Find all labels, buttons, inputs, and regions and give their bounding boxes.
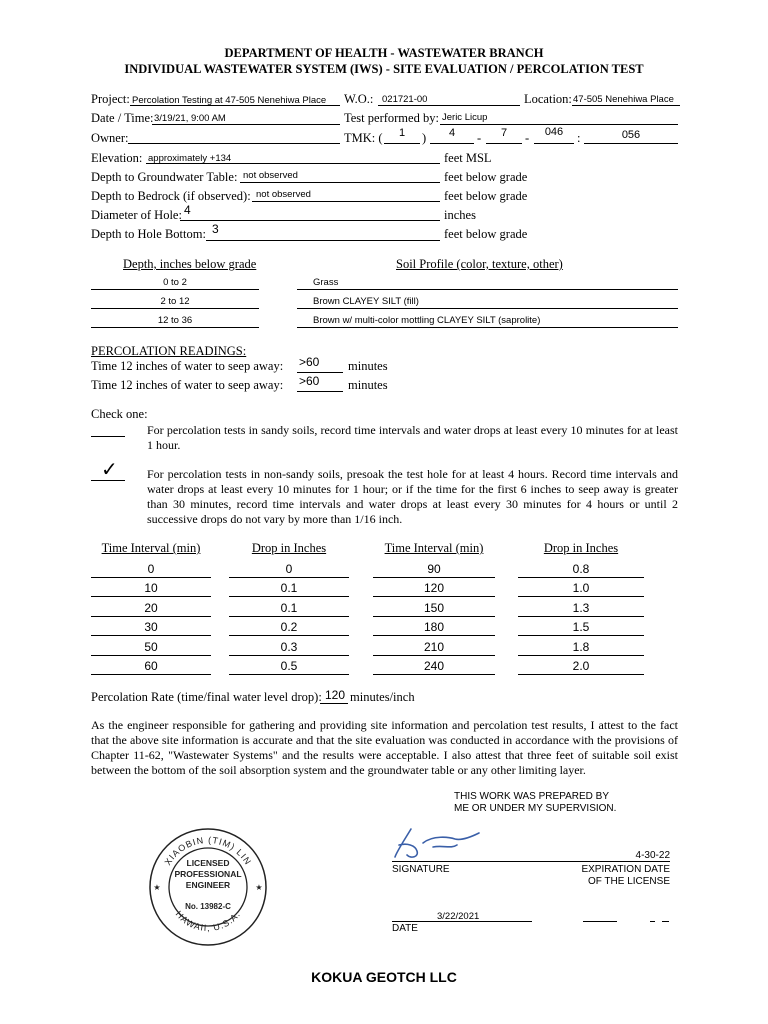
drops-left-time-underline xyxy=(91,655,211,656)
signature-label: SIGNATURE xyxy=(392,864,450,875)
bedrock-underline xyxy=(252,201,440,202)
drops-right-drop-underline xyxy=(518,635,644,636)
drops-left-drop-underline xyxy=(229,596,349,597)
tmk-parcel: 056 xyxy=(621,129,641,141)
tmk-island-underline xyxy=(384,143,420,144)
tmk-dash-2: - xyxy=(525,131,530,145)
bottom-label: Depth to Hole Bottom: xyxy=(91,227,206,241)
datetime-underline xyxy=(152,124,340,125)
header-title-1: DEPARTMENT OF HEALTH - WASTEWATER BRANCH xyxy=(224,46,544,60)
expiration-label-2: OF THE LICENSE xyxy=(587,876,670,887)
date-line-4 xyxy=(662,921,669,922)
supervision-line-2: ME OR UNDER MY SUPERVISION. xyxy=(454,803,617,814)
drops-right-time-underline xyxy=(373,674,495,675)
bedrock-value: not observed xyxy=(256,189,311,200)
expiration-date: 4-30-22 xyxy=(635,850,670,861)
wo-value: 021721-00 xyxy=(382,94,428,105)
drops-left-drop-cell: 0.1 xyxy=(280,581,298,596)
rate-underline xyxy=(320,703,348,704)
date-line-1 xyxy=(392,921,532,922)
tmk-island: 1 xyxy=(398,127,406,139)
project-underline xyxy=(130,105,340,106)
drops-left-time-underline xyxy=(91,577,211,578)
expiration-label-1: EXPIRATION DATE xyxy=(581,864,670,875)
non-sandy-soil-instruction: For percolation tests in non-sandy soils, presoak the test hole for at least 4 hours. Record time intervals and water drops at least every 10 minutes for 1 hour; or if the time for the first 6 inches to seep away is greater than 30 minutes, record time intervals and water drops at least every 30 minutes for 4 hours or until 2 successive drops do not vary by more than 1/16 inch. xyxy=(147,467,678,526)
bottom-unit: feet below grade xyxy=(444,227,528,241)
drops-right-drop-cell: 1.5 xyxy=(572,620,590,635)
groundwater-label: Depth to Groundwater Table: xyxy=(91,170,238,184)
drops-right-time-cell: 120 xyxy=(423,581,445,596)
reading-1-label: Time 12 inches of water to seep away: xyxy=(91,359,284,373)
bottom-value: 3 xyxy=(212,222,219,236)
company-footer: KOKUA GEOTCH LLC xyxy=(311,969,457,985)
drops-right-time-cell: 240 xyxy=(423,659,445,673)
reading-1-unit: minutes xyxy=(348,359,388,373)
drops-left-drop-cell: 0.2 xyxy=(280,620,298,635)
groundwater-value: not observed xyxy=(243,170,298,181)
checkmark-icon: ✓ xyxy=(101,457,118,481)
soil-row-2-profile-line xyxy=(297,308,678,309)
tmk-parcel-underline xyxy=(584,143,678,144)
location-underline xyxy=(572,105,680,106)
tmk-section: 7 xyxy=(500,127,508,139)
drops-right-time-underline xyxy=(373,596,495,597)
drops-right-drop-underline xyxy=(518,674,644,675)
drops-right-drop-underline xyxy=(518,616,644,617)
soil-row-3-profile-line xyxy=(297,327,678,328)
reading-1-underline xyxy=(297,372,343,373)
wo-label: W.O.: xyxy=(344,92,374,106)
drops-right-drop-cell: 1.3 xyxy=(572,600,590,615)
diameter-label: Diameter of Hole: xyxy=(91,208,182,222)
drops-right-time-underline xyxy=(373,635,495,636)
date-value: 3/22/2021 xyxy=(437,911,480,922)
elevation-underline xyxy=(146,163,440,164)
performed-underline xyxy=(440,124,678,125)
project-label: Project: xyxy=(91,92,130,106)
seal-line-2: PROFESSIONAL xyxy=(174,869,242,879)
soil-row-3-depth-line xyxy=(91,327,259,328)
seal-line-3: ENGINEER xyxy=(185,880,231,890)
seal-star-left-icon: ★ xyxy=(153,883,161,892)
diameter-unit: inches xyxy=(444,208,476,222)
soil-row-1-profile-line xyxy=(297,289,678,290)
drops-left-time-cell: 10 xyxy=(144,581,158,596)
drops-right-drop-cell: 0.8 xyxy=(572,562,590,576)
drops-left-time-underline xyxy=(91,616,211,617)
drops-left-drop-underline xyxy=(229,674,349,675)
tmk-close-paren: ) xyxy=(422,131,427,145)
rate-label: Percolation Rate (time/final water level drop): xyxy=(91,690,322,704)
percolation-title: PERCOLATION READINGS: xyxy=(91,344,247,358)
date-line-3 xyxy=(650,921,655,922)
date-label: DATE xyxy=(392,923,418,934)
attestation-paragraph: As the engineer responsible for gathering and providing site information and percolation test results, I attest to the fact that the above site information is accurate and that the site evaluation was conducted in accordance with the provisions of Chapter 11-62, "Wastewater Systems" and the results were acceptable. I also attest that three feet of suitable soil exist between the bottom of the soil absorption system and the groundwater table or any other limiting layer. xyxy=(91,718,678,777)
drops-right-time-underline xyxy=(373,616,495,617)
drops-left-time-cell: 0 xyxy=(147,562,155,576)
datetime-value: 3/19/21, 9:00 AM xyxy=(154,113,226,124)
reading-1-value: >60 xyxy=(299,355,320,369)
check-one-label: Check one: xyxy=(91,407,148,421)
tmk-zone-underline xyxy=(430,143,474,144)
drops-right-time-cell: 90 xyxy=(427,562,441,576)
engineer-seal xyxy=(146,825,270,949)
header-title-2: INDIVIDUAL WASTEWATER SYSTEM (IWS) - SITE EVALUATION / PERCOLATION TEST xyxy=(124,62,644,76)
tmk-label: TMK: ( xyxy=(344,131,383,145)
diameter-underline xyxy=(180,220,440,221)
drops-right-drop-header: Drop in Inches xyxy=(543,541,619,555)
elevation-label: Elevation: xyxy=(91,151,143,165)
drops-left-drop-header: Drop in Inches xyxy=(251,541,327,555)
drops-right-drop-cell: 1.0 xyxy=(572,581,590,596)
drops-right-drop-underline xyxy=(518,655,644,656)
soil-profile-2: Brown CLAYEY SILT (fill) xyxy=(313,296,419,307)
sandy-soil-instruction: For percolation tests in sandy soils, record time intervals and water drops at least every 10 minutes for at least 1 hour. xyxy=(147,423,678,452)
drops-right-time-underline xyxy=(373,577,495,578)
signature-scribble xyxy=(393,825,483,861)
drops-right-drop-cell: 2.0 xyxy=(572,659,590,673)
performed-value: Jeric Licup xyxy=(442,112,488,123)
drops-right-drop-cell: 1.8 xyxy=(572,639,590,654)
tmk-dash-1: - xyxy=(477,131,482,145)
signature-line xyxy=(392,861,670,862)
soil-profile-1: Grass xyxy=(313,277,339,288)
date-line-2 xyxy=(583,921,617,922)
groundwater-unit: feet below grade xyxy=(444,170,528,184)
diameter-value: 4 xyxy=(184,203,191,217)
drops-right-time-cell: 210 xyxy=(423,639,445,654)
reading-2-underline xyxy=(297,391,343,392)
groundwater-underline xyxy=(240,182,440,183)
supervision-line-1: THIS WORK WAS PREPARED BY xyxy=(454,791,610,802)
bottom-underline xyxy=(206,240,440,241)
drops-left-drop-cell: 0.5 xyxy=(280,659,298,673)
bedrock-label: Depth to Bedrock (if observed): xyxy=(91,189,251,203)
drops-left-drop-underline xyxy=(229,616,349,617)
drops-right-drop-underline xyxy=(518,577,644,578)
soil-depth-3: 12 to 36 xyxy=(157,315,193,326)
seal-name: XIAOBIN (TIM) LIN xyxy=(162,834,254,867)
drops-left-drop-underline xyxy=(229,577,349,578)
drops-left-time-cell: 60 xyxy=(144,659,158,673)
tmk-colon: : xyxy=(577,131,581,145)
drops-left-drop-underline xyxy=(229,635,349,636)
svg-text:HAWAII, U.S.A. xyxy=(174,909,243,933)
rate-unit: minutes/inch xyxy=(350,690,415,704)
soil-row-1-depth-line xyxy=(91,289,259,290)
project-value: Percolation Testing at 47-505 Nenehiwa Place xyxy=(132,95,327,106)
soil-depth-header: Depth, inches below grade xyxy=(123,257,257,271)
drops-right-drop-underline xyxy=(518,596,644,597)
reading-2-label: Time 12 inches of water to seep away: xyxy=(91,378,284,392)
drops-left-time-cell: 50 xyxy=(144,639,158,654)
drops-left-drop-underline xyxy=(229,655,349,656)
reading-2-unit: minutes xyxy=(348,378,388,392)
drops-left-drop-cell: 0 xyxy=(285,562,293,576)
performed-label: Test performed by: xyxy=(344,111,439,125)
sandy-checkbox-line[interactable] xyxy=(91,436,125,437)
soil-row-2-depth-line xyxy=(91,308,259,309)
soil-profile-header: Soil Profile (color, texture, other) xyxy=(396,257,563,271)
wo-underline xyxy=(378,105,520,106)
drops-left-time-cell: 20 xyxy=(144,600,158,615)
owner-underline xyxy=(128,143,340,144)
soil-profile-3: Brown w/ multi-color mottling CLAYEY SILT (saprolite) xyxy=(313,315,541,326)
datetime-label: Date / Time: xyxy=(91,111,154,125)
bedrock-unit: feet below grade xyxy=(444,189,528,203)
rate-value: 120 xyxy=(324,688,346,702)
seal-star-right-icon: ★ xyxy=(255,883,263,892)
seal-number: No. 13982-C xyxy=(185,902,231,911)
reading-2-value: >60 xyxy=(299,374,320,388)
tmk-plat: 046 xyxy=(544,126,564,138)
tmk-zone: 4 xyxy=(448,127,456,139)
drops-left-time-underline xyxy=(91,596,211,597)
drops-left-time-cell: 30 xyxy=(144,620,158,635)
drops-left-time-underline xyxy=(91,674,211,675)
drops-left-time-underline xyxy=(91,635,211,636)
drops-right-time-header: Time Interval (min) xyxy=(384,541,484,555)
location-value: 47-505 Nenehiwa Place xyxy=(573,94,674,105)
elevation-unit: feet MSL xyxy=(444,151,492,165)
owner-label: Owner: xyxy=(91,131,129,145)
drops-left-drop-cell: 0.3 xyxy=(280,639,298,654)
seal-line-1: LICENSED xyxy=(186,858,230,868)
elevation-value: approximately +134 xyxy=(148,153,232,164)
soil-depth-1: 0 to 2 xyxy=(163,277,187,288)
drops-left-drop-cell: 0.1 xyxy=(280,600,298,615)
drops-right-time-cell: 150 xyxy=(423,600,445,615)
soil-depth-2: 2 to 12 xyxy=(160,296,190,307)
drops-right-time-underline xyxy=(373,655,495,656)
tmk-plat-underline xyxy=(534,143,574,144)
tmk-section-underline xyxy=(486,143,522,144)
drops-left-time-header: Time Interval (min) xyxy=(101,541,201,555)
seal-state: HAWAII, U.S.A. xyxy=(173,908,243,934)
non-sandy-checkbox-line[interactable] xyxy=(91,480,125,481)
drops-right-time-cell: 180 xyxy=(423,620,445,635)
location-label: Location: xyxy=(524,92,572,106)
